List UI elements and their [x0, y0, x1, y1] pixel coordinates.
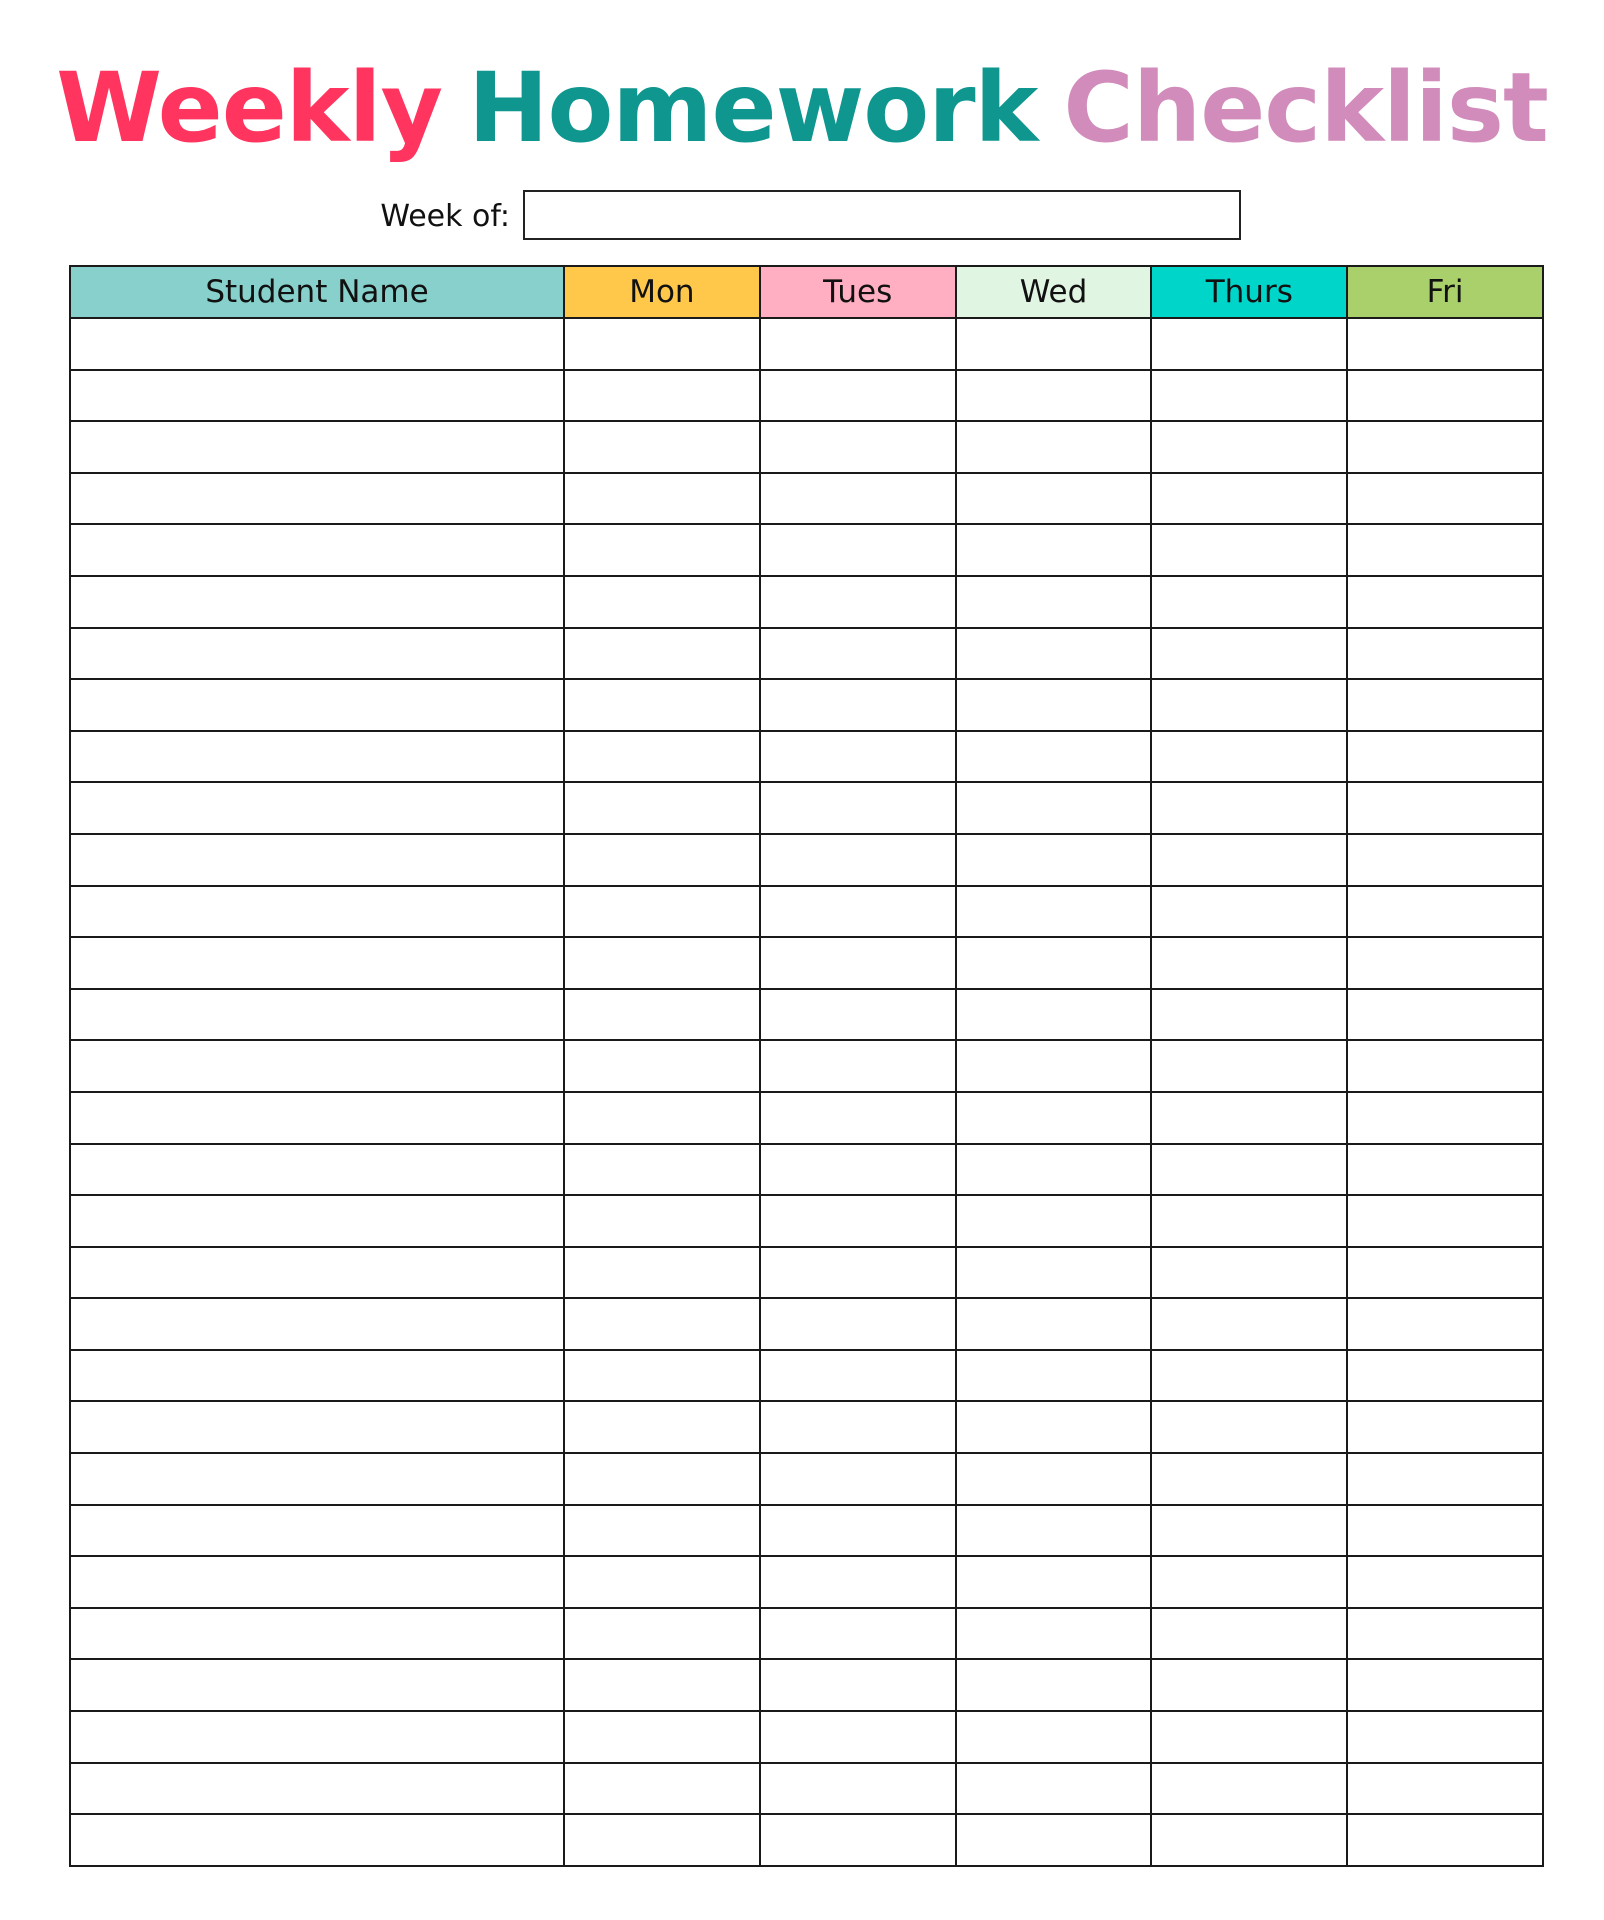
wed-cell[interactable]: [956, 1144, 1152, 1196]
fri-cell[interactable]: [1347, 421, 1543, 473]
thurs-cell[interactable]: [1151, 989, 1347, 1041]
week-of-label: Week of:: [380, 199, 510, 234]
tues-cell[interactable]: [760, 1195, 956, 1247]
student-name-cell[interactable]: [70, 989, 564, 1041]
fri-cell[interactable]: [1347, 782, 1543, 834]
title-word-weekly: Weekly: [56, 52, 443, 164]
table-body: [70, 318, 1543, 1866]
student-name-cell[interactable]: [70, 1763, 564, 1815]
tues-cell[interactable]: [760, 1711, 956, 1763]
fri-cell[interactable]: [1347, 1401, 1543, 1453]
thurs-cell[interactable]: [1151, 576, 1347, 628]
table-row: [70, 731, 1543, 783]
tues-cell[interactable]: [760, 473, 956, 525]
wed-cell[interactable]: [956, 473, 1152, 525]
mon-cell[interactable]: [564, 1453, 760, 1505]
wed-cell[interactable]: [956, 731, 1152, 783]
table-row: [70, 1401, 1543, 1453]
wed-cell[interactable]: [956, 679, 1152, 731]
wed-cell[interactable]: [956, 1247, 1152, 1299]
title-word-homework: Homework: [468, 52, 1038, 164]
table-row: [70, 576, 1543, 628]
fri-cell[interactable]: [1347, 834, 1543, 886]
table-row: [70, 370, 1543, 422]
page-title: [0, 38, 1604, 178]
mon-cell[interactable]: [564, 1763, 760, 1815]
fri-cell[interactable]: [1347, 318, 1543, 370]
wed-cell[interactable]: [956, 1195, 1152, 1247]
mon-cell[interactable]: [564, 370, 760, 422]
wed-cell[interactable]: [956, 628, 1152, 680]
student-name-cell[interactable]: [70, 1453, 564, 1505]
mon-cell[interactable]: [564, 1195, 760, 1247]
student-name-cell[interactable]: [70, 1298, 564, 1350]
tues-cell[interactable]: [760, 628, 956, 680]
thurs-cell[interactable]: [1151, 628, 1347, 680]
student-name-cell[interactable]: [70, 576, 564, 628]
fri-cell[interactable]: [1347, 1453, 1543, 1505]
mon-cell[interactable]: [564, 318, 760, 370]
student-name-cell[interactable]: [70, 473, 564, 525]
mon-cell[interactable]: [564, 989, 760, 1041]
tues-cell[interactable]: [760, 1144, 956, 1196]
thurs-cell[interactable]: [1151, 1608, 1347, 1660]
tues-cell[interactable]: [760, 318, 956, 370]
table-row: [70, 524, 1543, 576]
mon-cell[interactable]: [564, 628, 760, 680]
student-name-cell[interactable]: [70, 370, 564, 422]
table-row: [70, 1453, 1543, 1505]
student-name-cell[interactable]: [70, 1144, 564, 1196]
wed-cell[interactable]: [956, 886, 1152, 938]
thurs-cell[interactable]: [1151, 524, 1347, 576]
fri-cell[interactable]: [1347, 628, 1543, 680]
fri-cell[interactable]: [1347, 370, 1543, 422]
tues-cell[interactable]: [760, 834, 956, 886]
tues-cell[interactable]: [760, 1556, 956, 1608]
mon-cell[interactable]: [564, 1711, 760, 1763]
wed-cell[interactable]: [956, 1298, 1152, 1350]
wed-cell[interactable]: [956, 1505, 1152, 1557]
thurs-cell[interactable]: [1151, 782, 1347, 834]
student-name-cell[interactable]: [70, 782, 564, 834]
fri-cell[interactable]: [1347, 1040, 1543, 1092]
tues-cell[interactable]: [760, 576, 956, 628]
thurs-cell[interactable]: [1151, 1505, 1347, 1557]
wed-cell[interactable]: [956, 1608, 1152, 1660]
student-name-cell[interactable]: [70, 1040, 564, 1092]
week-of-row: [0, 190, 1604, 244]
wed-cell[interactable]: [956, 1814, 1152, 1866]
table-row: [70, 1350, 1543, 1402]
student-name-cell[interactable]: [70, 937, 564, 989]
mon-cell[interactable]: [564, 1401, 760, 1453]
table-row: [70, 886, 1543, 938]
table-row: [70, 1711, 1543, 1763]
student-name-cell[interactable]: [70, 1195, 564, 1247]
fri-cell[interactable]: [1347, 1298, 1543, 1350]
wed-cell[interactable]: [956, 989, 1152, 1041]
table-row: [70, 473, 1543, 525]
tues-cell[interactable]: [760, 679, 956, 731]
thurs-cell[interactable]: [1151, 937, 1347, 989]
student-name-cell[interactable]: [70, 524, 564, 576]
student-name-cell[interactable]: [70, 1659, 564, 1711]
thurs-cell[interactable]: [1151, 886, 1347, 938]
fri-cell[interactable]: [1347, 989, 1543, 1041]
mon-cell[interactable]: [564, 1247, 760, 1299]
table-row: [70, 1144, 1543, 1196]
table-row: [70, 782, 1543, 834]
table-row: [70, 1195, 1543, 1247]
wed-cell[interactable]: [956, 1350, 1152, 1402]
thurs-cell[interactable]: [1151, 1092, 1347, 1144]
thurs-cell[interactable]: [1151, 1556, 1347, 1608]
thurs-cell[interactable]: [1151, 1247, 1347, 1299]
mon-cell[interactable]: [564, 937, 760, 989]
fri-cell[interactable]: [1347, 1763, 1543, 1815]
mon-cell[interactable]: [564, 1556, 760, 1608]
table-row: [70, 1040, 1543, 1092]
fri-cell[interactable]: [1347, 1195, 1543, 1247]
fri-cell[interactable]: [1347, 1659, 1543, 1711]
student-name-cell[interactable]: [70, 1092, 564, 1144]
mon-cell[interactable]: [564, 1608, 760, 1660]
tues-cell[interactable]: [760, 1763, 956, 1815]
column-header-student-name: Student Name: [70, 266, 564, 318]
student-name-cell[interactable]: [70, 731, 564, 783]
tues-cell[interactable]: [760, 1247, 956, 1299]
student-name-cell[interactable]: [70, 1401, 564, 1453]
student-name-cell[interactable]: [70, 628, 564, 680]
fri-cell[interactable]: [1347, 473, 1543, 525]
table-row: [70, 989, 1543, 1041]
wed-cell[interactable]: [956, 782, 1152, 834]
table-row: [70, 1659, 1543, 1711]
tues-cell[interactable]: [760, 1092, 956, 1144]
mon-cell[interactable]: [564, 1505, 760, 1557]
mon-cell[interactable]: [564, 886, 760, 938]
table-row: [70, 1092, 1543, 1144]
table-row: [70, 1608, 1543, 1660]
tues-cell[interactable]: [760, 1659, 956, 1711]
mon-cell[interactable]: [564, 1814, 760, 1866]
tues-cell[interactable]: [760, 1505, 956, 1557]
thurs-cell[interactable]: [1151, 1814, 1347, 1866]
fri-cell[interactable]: [1347, 1814, 1543, 1866]
thurs-cell[interactable]: [1151, 1144, 1347, 1196]
tues-cell[interactable]: [760, 370, 956, 422]
column-header-thurs: Thurs: [1151, 266, 1347, 318]
column-header-mon: Mon: [564, 266, 760, 318]
wed-cell[interactable]: [956, 1092, 1152, 1144]
student-name-cell[interactable]: [70, 1608, 564, 1660]
wed-cell[interactable]: [956, 370, 1152, 422]
mon-cell[interactable]: [564, 1350, 760, 1402]
thurs-cell[interactable]: [1151, 473, 1347, 525]
fri-cell[interactable]: [1347, 886, 1543, 938]
mon-cell[interactable]: [564, 1298, 760, 1350]
wed-cell[interactable]: [956, 1556, 1152, 1608]
tues-cell[interactable]: [760, 1298, 956, 1350]
wed-cell[interactable]: [956, 318, 1152, 370]
thurs-cell[interactable]: [1151, 1195, 1347, 1247]
thurs-cell[interactable]: [1151, 421, 1347, 473]
mon-cell[interactable]: [564, 1659, 760, 1711]
mon-cell[interactable]: [564, 834, 760, 886]
table-row: [70, 1556, 1543, 1608]
table-row: [70, 1814, 1543, 1866]
thurs-cell[interactable]: [1151, 731, 1347, 783]
title-word-checklist: Checklist: [1063, 52, 1548, 164]
week-of-field[interactable]: [523, 190, 1241, 240]
thurs-cell[interactable]: [1151, 1401, 1347, 1453]
mon-cell[interactable]: [564, 524, 760, 576]
student-name-cell[interactable]: [70, 679, 564, 731]
thurs-cell[interactable]: [1151, 370, 1347, 422]
table-row: [70, 318, 1543, 370]
column-header-tues: Tues: [760, 266, 956, 318]
mon-cell[interactable]: [564, 576, 760, 628]
tues-cell[interactable]: [760, 1040, 956, 1092]
tues-cell[interactable]: [760, 886, 956, 938]
wed-cell[interactable]: [956, 1763, 1152, 1815]
fri-cell[interactable]: [1347, 1556, 1543, 1608]
wed-cell[interactable]: [956, 1401, 1152, 1453]
fri-cell[interactable]: [1347, 1711, 1543, 1763]
tues-cell[interactable]: [760, 421, 956, 473]
table-row: [70, 1763, 1543, 1815]
wed-cell[interactable]: [956, 1040, 1152, 1092]
student-name-cell[interactable]: [70, 1505, 564, 1557]
fri-cell[interactable]: [1347, 1505, 1543, 1557]
fri-cell[interactable]: [1347, 679, 1543, 731]
mon-cell[interactable]: [564, 1040, 760, 1092]
column-header-wed: Wed: [956, 266, 1152, 318]
tues-cell[interactable]: [760, 524, 956, 576]
mon-cell[interactable]: [564, 731, 760, 783]
fri-cell[interactable]: [1347, 937, 1543, 989]
mon-cell[interactable]: [564, 1144, 760, 1196]
thurs-cell[interactable]: [1151, 1763, 1347, 1815]
student-name-cell[interactable]: [70, 1247, 564, 1299]
wed-cell[interactable]: [956, 1453, 1152, 1505]
wed-cell[interactable]: [956, 524, 1152, 576]
student-name-cell[interactable]: [70, 1350, 564, 1402]
wed-cell[interactable]: [956, 1659, 1152, 1711]
homework-checklist-table: [69, 265, 1544, 1867]
thurs-cell[interactable]: [1151, 1711, 1347, 1763]
mon-cell[interactable]: [564, 1092, 760, 1144]
wed-cell[interactable]: [956, 576, 1152, 628]
table-row: [70, 937, 1543, 989]
thurs-cell[interactable]: [1151, 1350, 1347, 1402]
fri-cell[interactable]: [1347, 1247, 1543, 1299]
table-row: [70, 1247, 1543, 1299]
fri-cell[interactable]: [1347, 731, 1543, 783]
header-row: [70, 266, 1543, 318]
student-name-cell[interactable]: [70, 1556, 564, 1608]
fri-cell[interactable]: [1347, 524, 1543, 576]
student-name-cell[interactable]: [70, 834, 564, 886]
tues-cell[interactable]: [760, 782, 956, 834]
wed-cell[interactable]: [956, 1711, 1152, 1763]
table-row: [70, 421, 1543, 473]
table-row: [70, 1298, 1543, 1350]
thurs-cell[interactable]: [1151, 1659, 1347, 1711]
thurs-cell[interactable]: [1151, 679, 1347, 731]
tues-cell[interactable]: [760, 1608, 956, 1660]
student-name-cell[interactable]: [70, 421, 564, 473]
mon-cell[interactable]: [564, 782, 760, 834]
thurs-cell[interactable]: [1151, 834, 1347, 886]
column-header-fri: Fri: [1347, 266, 1543, 318]
tues-cell[interactable]: [760, 1350, 956, 1402]
wed-cell[interactable]: [956, 421, 1152, 473]
fri-cell[interactable]: [1347, 576, 1543, 628]
table-row: [70, 628, 1543, 680]
wed-cell[interactable]: [956, 937, 1152, 989]
fri-cell[interactable]: [1347, 1350, 1543, 1402]
tues-cell[interactable]: [760, 1453, 956, 1505]
table-row: [70, 834, 1543, 886]
student-name-cell[interactable]: [70, 1711, 564, 1763]
tues-cell[interactable]: [760, 937, 956, 989]
thurs-cell[interactable]: [1151, 318, 1347, 370]
tues-cell[interactable]: [760, 731, 956, 783]
thurs-cell[interactable]: [1151, 1453, 1347, 1505]
tues-cell[interactable]: [760, 1401, 956, 1453]
thurs-cell[interactable]: [1151, 1298, 1347, 1350]
wed-cell[interactable]: [956, 834, 1152, 886]
fri-cell[interactable]: [1347, 1144, 1543, 1196]
table-row: [70, 1505, 1543, 1557]
mon-cell[interactable]: [564, 679, 760, 731]
table-row: [70, 679, 1543, 731]
thurs-cell[interactable]: [1151, 1040, 1347, 1092]
fri-cell[interactable]: [1347, 1608, 1543, 1660]
mon-cell[interactable]: [564, 421, 760, 473]
student-name-cell[interactable]: [70, 318, 564, 370]
tues-cell[interactable]: [760, 989, 956, 1041]
student-name-cell[interactable]: [70, 886, 564, 938]
student-name-cell[interactable]: [70, 1814, 564, 1866]
fri-cell[interactable]: [1347, 1092, 1543, 1144]
mon-cell[interactable]: [564, 473, 760, 525]
tues-cell[interactable]: [760, 1814, 956, 1866]
